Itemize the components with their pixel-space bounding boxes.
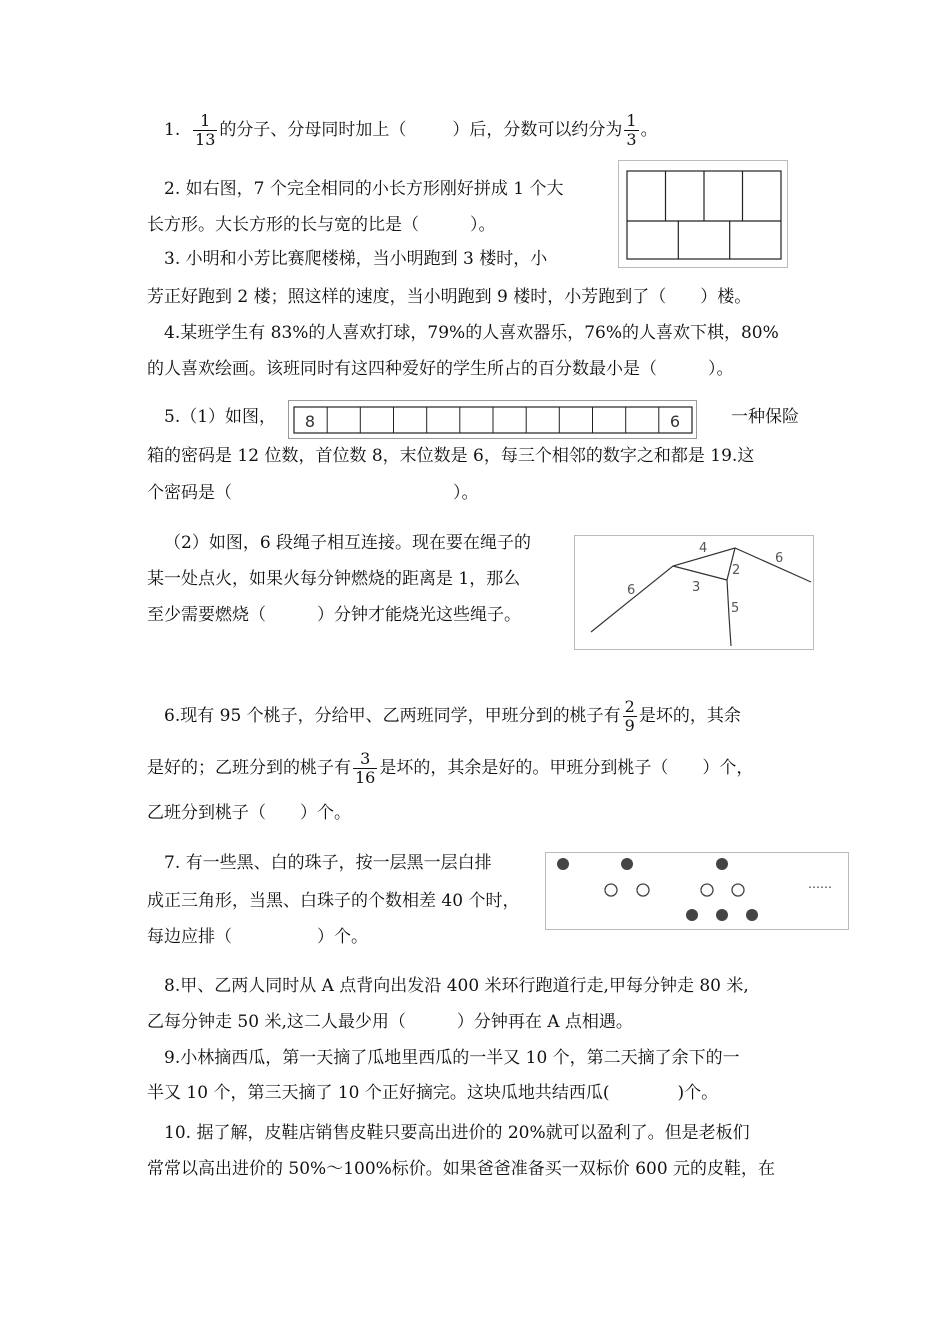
white-bead xyxy=(701,884,713,896)
first-digit: 8 xyxy=(304,412,316,431)
black-bead xyxy=(716,858,728,870)
black-bead xyxy=(686,909,698,921)
rope-label: 2 xyxy=(732,563,741,578)
q6-fraction-2-9 xyxy=(623,698,637,735)
frac-denominator: 9 xyxy=(624,716,635,735)
black-bead xyxy=(716,909,728,921)
q2-line-1: 2. 如右图，7 个完全相同的小长方形刚好拼成 1 个大 xyxy=(164,179,564,199)
q1-text-a: 的分子、分母同时加上（ xyxy=(219,120,407,140)
q6-text-1b: 是坏的，其余 xyxy=(638,706,741,726)
q9-line-1: 9.小林摘西瓜，第一天摘了瓜地里西瓜的一半又 10 个，第二天摘了余下的一 xyxy=(164,1048,740,1068)
password-diagram xyxy=(288,400,698,440)
q6-text-2a: 是好的；乙班分到的桃子有 xyxy=(147,758,351,778)
q6-text-1a: 6.现有 95 个桃子，分给甲、乙两班同学，甲班分到的桃子有 xyxy=(164,706,621,726)
q1-text-b: ）后，分数可以约分为 xyxy=(452,120,623,140)
q5-line-2: 箱的密码是 12 位数，首位数 8，末位数是 6，每三个相邻的数字之和都是 19.这 xyxy=(147,446,755,466)
rope-segment-3 xyxy=(673,566,727,580)
rope-label: 6 xyxy=(775,551,784,566)
q1-text-c: 。 xyxy=(640,120,658,140)
q6-line-1 xyxy=(164,698,741,735)
q1-fraction-1-13 xyxy=(193,112,217,149)
black-bead xyxy=(557,858,569,870)
beads-diagram xyxy=(546,853,848,929)
frac-numerator: 1 xyxy=(193,112,217,131)
q1-fraction-1-3 xyxy=(624,112,638,149)
q4-line-1: 4.某班学生有 83%的人喜欢打球，79%的人喜欢器乐，76%的人喜欢下棋，80% xyxy=(164,323,779,343)
q8-line-1: 8.甲、乙两人同时从 A 点背向出发沿 400 米环行跑道行走,甲每分钟走 80 米, xyxy=(164,976,749,996)
white-bead xyxy=(637,884,649,896)
q6-line-3: 乙班分到桃子（ ）个。 xyxy=(147,803,351,823)
rope-diagram xyxy=(575,536,813,649)
q6-text-2b: 是坏的，其余是好的。甲班分到桃子（ ）个， xyxy=(379,758,754,778)
q8-line-2: 乙每分钟走 50 米,这二人最少用（ ）分钟再在 A 点相遇。 xyxy=(147,1012,633,1032)
rectangles-diagram xyxy=(619,161,787,267)
q5-part2-line-2: 某一处点火，如果火每分钟燃烧的距离是 1，那么 xyxy=(147,569,521,589)
q1-line xyxy=(164,112,658,149)
white-bead xyxy=(605,884,617,896)
q9-line-2: 半又 10 个，第三天摘了 10 个正好摘完。这块瓜地共结西瓜( )个。 xyxy=(147,1083,719,1103)
q6-fraction-3-16 xyxy=(353,750,377,787)
rope-label: 3 xyxy=(692,580,701,595)
rectangles-figure xyxy=(618,160,788,268)
q7-line-1: 7. 有一些黑、白的珠子，按一层黑一层白排 xyxy=(164,853,492,873)
last-digit: 6 xyxy=(669,412,681,431)
black-bead xyxy=(621,858,633,870)
q1-number: 1. xyxy=(164,120,181,140)
q2-line-2: 长方形。大长方形的长与宽的比是（ ）。 xyxy=(147,215,496,235)
q5-line-3: 个密码是（ ）。 xyxy=(147,483,479,503)
rope-label: 5 xyxy=(731,601,740,616)
q5-part2-line-1: （2）如图，6 段绳子相互连接。现在要在绳子的 xyxy=(164,533,532,553)
rope-label: 6 xyxy=(627,583,636,598)
q7-line-3: 每边应排（ ）个。 xyxy=(147,927,368,947)
black-bead xyxy=(746,909,758,921)
q6-line-2 xyxy=(147,750,753,787)
beads-ellipsis: …… xyxy=(808,877,832,891)
rope-figure xyxy=(574,535,814,650)
rope-label: 4 xyxy=(699,541,708,556)
frac-denominator: 16 xyxy=(355,768,376,787)
password-boxes xyxy=(288,400,698,444)
frac-numerator: 2 xyxy=(624,697,635,716)
frac-denominator: 3 xyxy=(626,130,637,149)
q10-line-1: 10. 据了解，皮鞋店销售皮鞋只要高出进价的 20%就可以盈利了。但是老板们 xyxy=(164,1123,750,1143)
q4-line-2: 的人喜欢绘画。该班同时有这四种爱好的学生所占的百分数最小是（ ）。 xyxy=(147,359,734,379)
frac-numerator: 1 xyxy=(626,111,637,130)
frac-numerator: 3 xyxy=(353,750,377,769)
q3-line-2: 芳正好跑到 2 楼；照这样的速度，当小明跑到 9 楼时，小芳跑到了（ ）楼。 xyxy=(147,287,752,307)
q7-line-2: 成正三角形，当黑、白珠子的个数相差 40 个时， xyxy=(147,891,520,911)
q5-part2-line-3: 至少需要燃烧（ ）分钟才能烧光这些绳子。 xyxy=(147,605,521,625)
white-bead xyxy=(732,884,744,896)
q10-line-2: 常常以高出进价的 50%～100%标价。如果爸爸准备买一双标价 600 元的皮鞋，在 xyxy=(147,1159,776,1179)
frac-denominator: 13 xyxy=(195,130,216,149)
beads-figure xyxy=(545,852,849,930)
q3-line-1: 3. 小明和小芳比赛爬楼梯，当小明跑到 3 楼时，小 xyxy=(164,249,548,269)
q5-line-1b: 一种保险 xyxy=(731,407,799,427)
q5-line-1a: 5.（1）如图， xyxy=(164,407,277,427)
